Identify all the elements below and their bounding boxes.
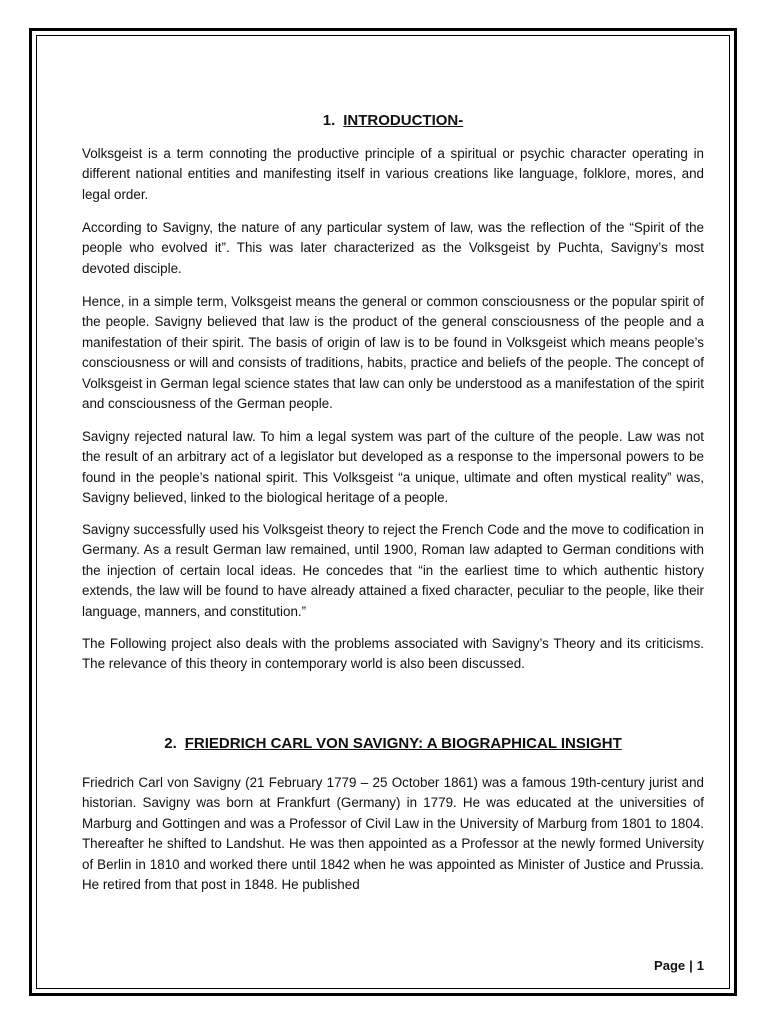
section-heading-introduction xyxy=(82,112,704,130)
page-separator: | xyxy=(689,958,693,973)
paragraph: Volksgeist is a term connoting the productive principle of a spiritual or psychic character operating in different national entities and manifesting itself in various creations like language, folklore, mores, and legal order. xyxy=(82,146,704,202)
paragraph: Hence, in a simple term, Volksgeist means the general or common consciousness or the popular spirit of the people. Savigny believed that law is the product of the general consciousness of the people and a manifestation of their spirit. The basis of origin of law is to be found in Volksgeist which means people’s consciousness or will and consists of traditions, habits, practice and beliefs of the people. The concept of Volksgeist in German legal science states that law can only be understood as a manifestation of the spirit and consciousness of the German people. xyxy=(82,294,704,412)
paragraph: Savigny rejected natural law. To him a legal system was part of the culture of the people. Law was not the result of an arbitrary act of a legislator but developed as a response to the impersonal powers to be found in the people’s national spirit. This Volksgeist “a unique, ultimate and often mystical reality” was, Savigny believed, linked to the biological heritage of a people. xyxy=(82,429,704,506)
section-title: FRIEDRICH CARL VON SAVIGNY: A BIOGRAPHICAL INSIGHT xyxy=(184,735,622,752)
section-number: 2. xyxy=(164,735,177,752)
paragraph: Friedrich Carl von Savigny (21 February 1779 – 25 October 1861) was a famous 19th-century jurist and historian. Savigny was born at Frankfurt (Germany) in 1779. He was educated at the universities of Marburg and Gottingen and was a Professor of Civil Law in the University of Marburg from 1801 to 1804. Thereafter he shifted to Landshut. He was then appointed as a Professor at the newly formed University of Berlin in 1810 and worked there until 1842 when he was appointed as Minister of Justice and Prussia. He retired from that post in 1848. He published xyxy=(82,775,704,893)
page-number: 1 xyxy=(696,958,704,973)
section-heading-biography xyxy=(82,735,704,753)
section-title: INTRODUCTION- xyxy=(343,112,464,129)
page-label: Page xyxy=(654,958,686,973)
paragraph: According to Savigny, the nature of any particular system of law, was the reflection of the “Spirit of the people who evolved it”. This was later characterized as the Volksgeist by Puchta, Savigny’s most devoted disciple. xyxy=(82,220,704,276)
page-footer xyxy=(654,957,704,975)
section-number: 1. xyxy=(322,112,336,129)
paragraph: The Following project also deals with the problems associated with Savigny’s Theory and its criticisms. The relevance of this theory in contemporary world is also been discussed. xyxy=(82,636,704,672)
paragraph: Savigny successfully used his Volksgeist theory to reject the French Code and the move to codification in Germany. As a result German law remained, until 1900, Roman law adapted to German conditions with the injection of certain local ideas. He concedes that “in the earliest time to which authentic history extends, the law will be found to have already attained a fixed character, peculiar to the people, like their language, manners, and constitution.” xyxy=(82,522,704,619)
